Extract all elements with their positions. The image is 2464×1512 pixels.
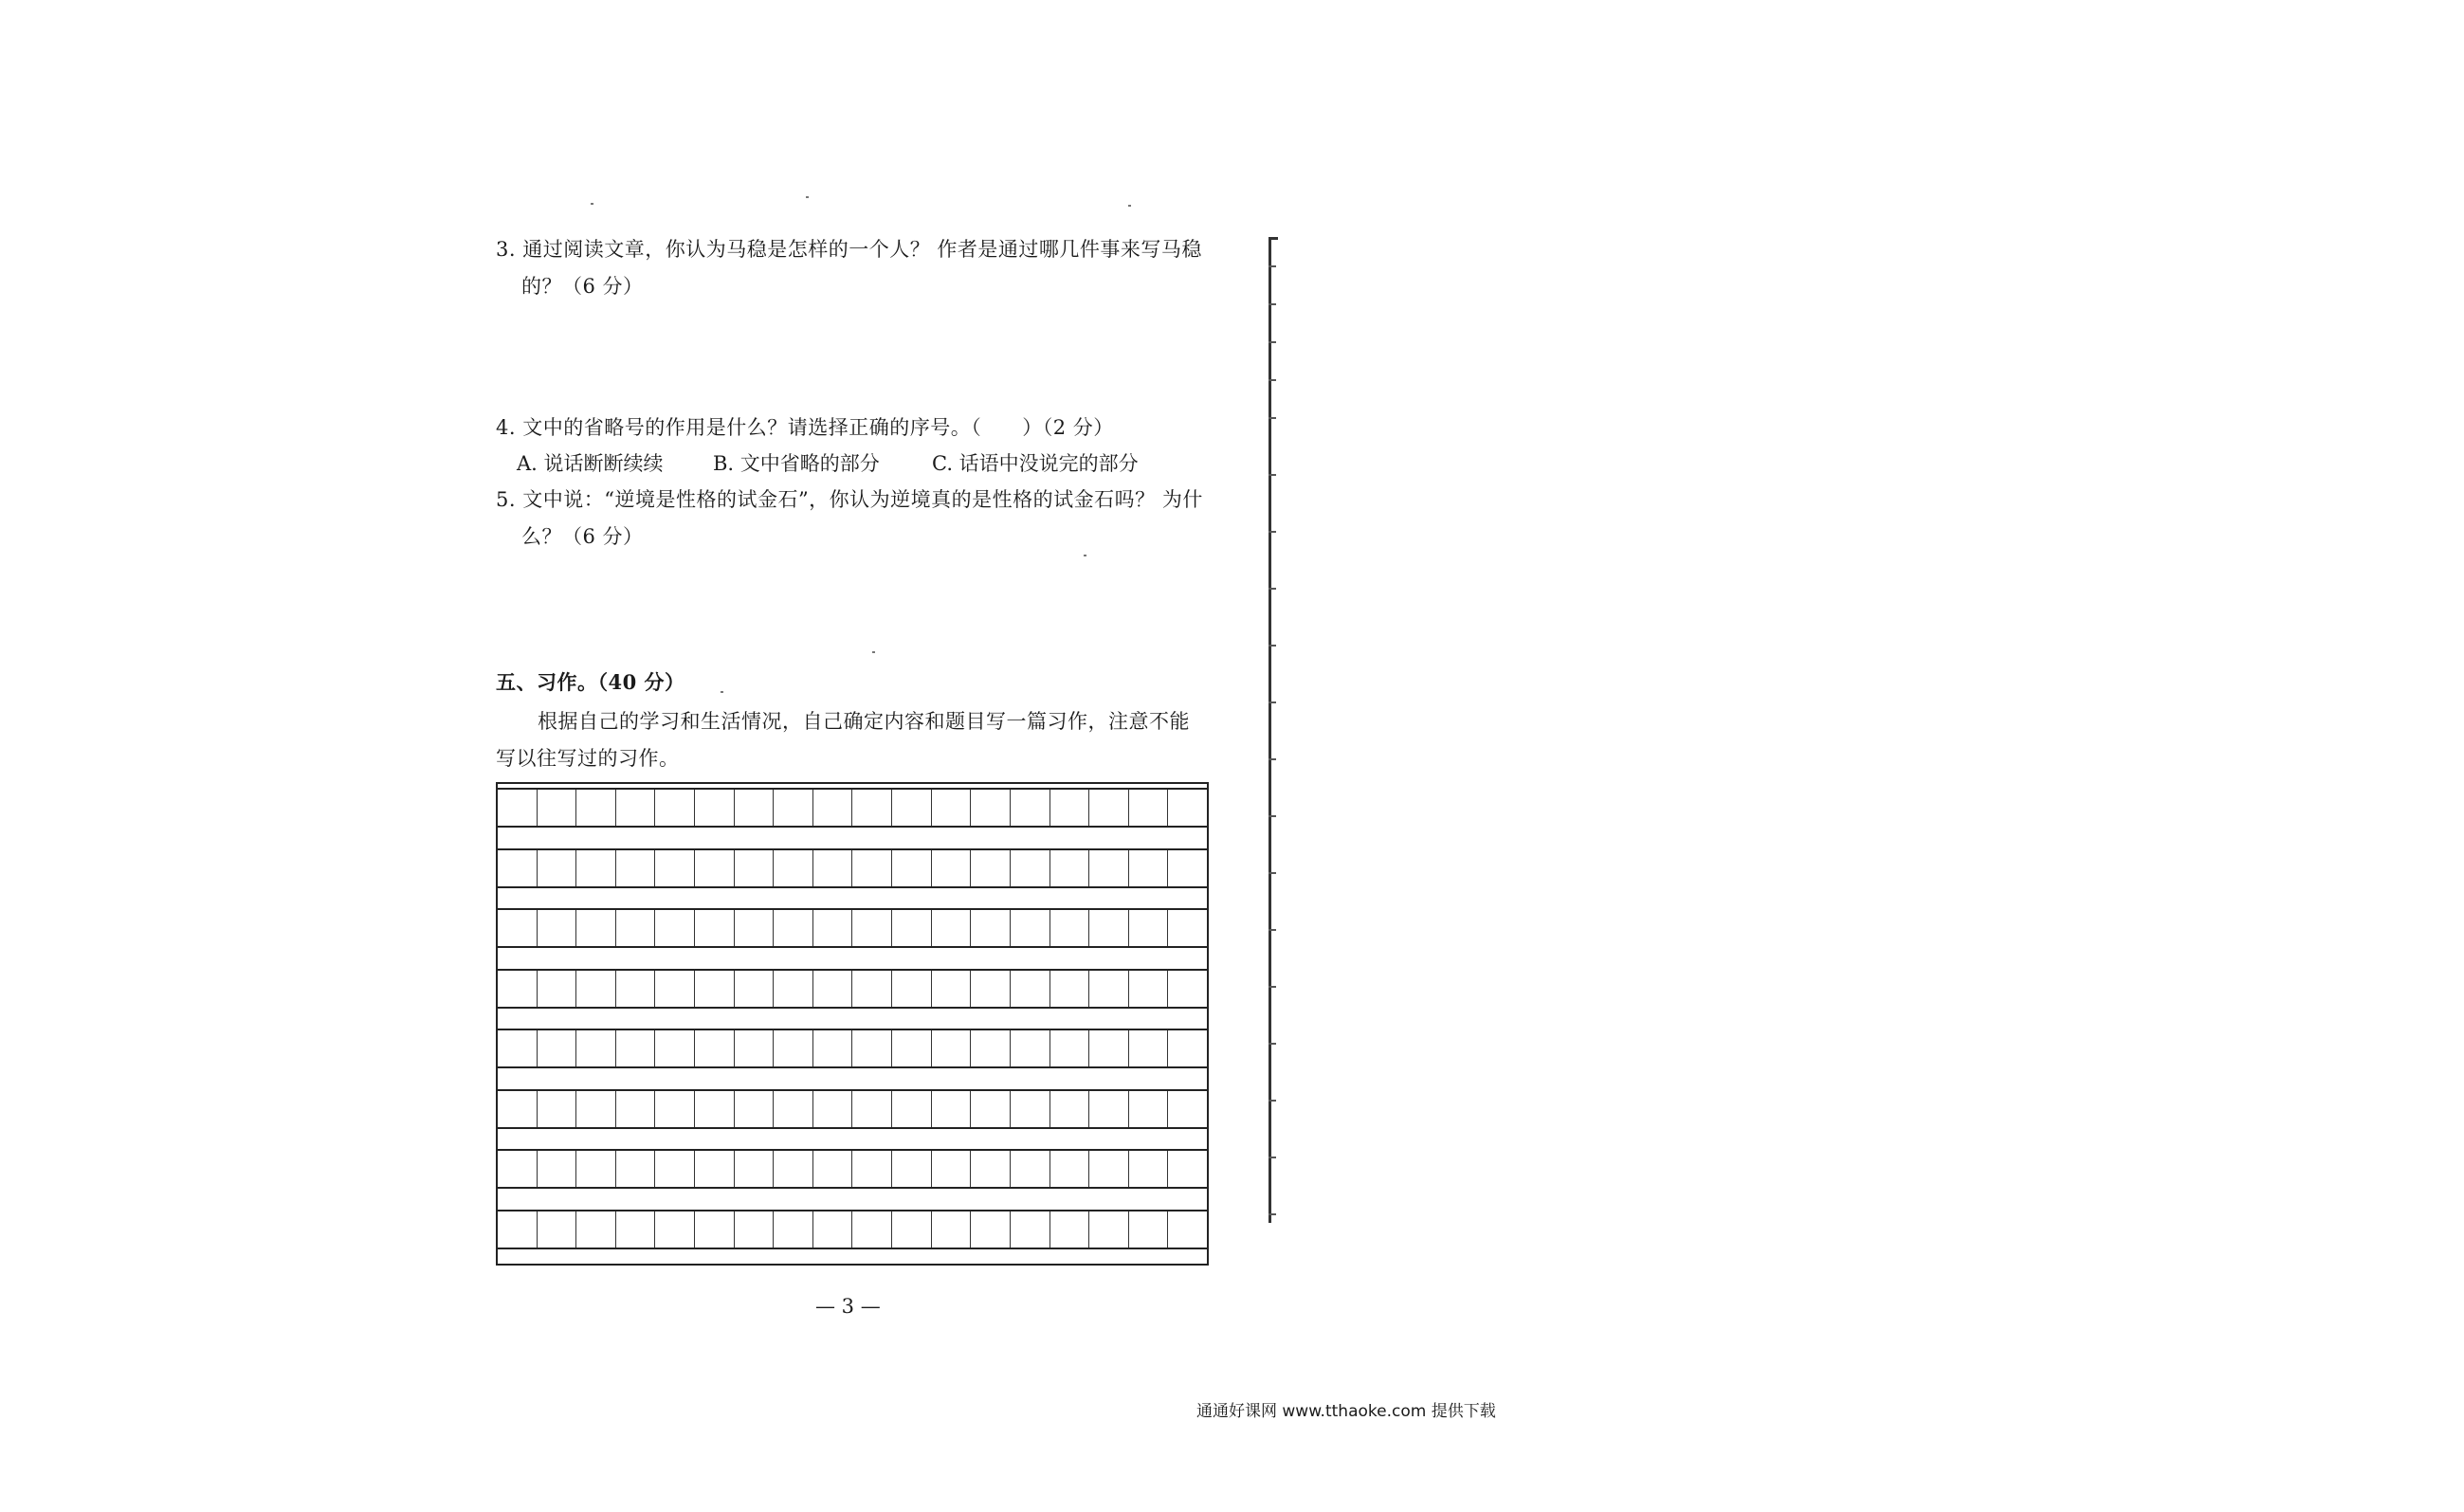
scan-speck bbox=[1128, 205, 1131, 207]
grid-cell[interactable] bbox=[616, 1091, 656, 1127]
grid-cell[interactable] bbox=[852, 1091, 892, 1127]
grid-cell[interactable] bbox=[932, 790, 972, 826]
grid-row bbox=[498, 1029, 1207, 1068]
binding-tick bbox=[1269, 588, 1276, 590]
grid-cell[interactable] bbox=[498, 971, 538, 1007]
grid-cell[interactable] bbox=[774, 910, 813, 946]
grid-cell[interactable] bbox=[655, 850, 695, 886]
grid-cell[interactable] bbox=[538, 850, 577, 886]
grid-cell[interactable] bbox=[498, 850, 538, 886]
grid-cell[interactable] bbox=[932, 1151, 972, 1187]
grid-cell[interactable] bbox=[813, 1151, 853, 1187]
grid-cell[interactable] bbox=[1011, 910, 1050, 946]
grid-cell[interactable] bbox=[1050, 1151, 1090, 1187]
grid-cell[interactable] bbox=[971, 1151, 1011, 1187]
grid-cell[interactable] bbox=[735, 971, 775, 1007]
section-5-heading: 五、习作。（40 分） bbox=[496, 670, 685, 694]
grid-row bbox=[498, 908, 1207, 948]
grid-cell[interactable] bbox=[774, 1211, 813, 1248]
grid-cell[interactable] bbox=[1168, 1151, 1207, 1187]
grid-cell[interactable] bbox=[971, 1030, 1011, 1066]
grid-cell[interactable] bbox=[813, 790, 853, 826]
grid-row bbox=[498, 1149, 1207, 1189]
page-number: — 3 — bbox=[815, 1295, 881, 1318]
grid-cell[interactable] bbox=[1089, 850, 1129, 886]
grid-cell[interactable] bbox=[616, 971, 656, 1007]
scan-speck bbox=[806, 196, 809, 198]
grid-cell[interactable] bbox=[735, 1151, 775, 1187]
grid-cell[interactable] bbox=[655, 1030, 695, 1066]
grid-cell[interactable] bbox=[1011, 1211, 1050, 1248]
binding-tick bbox=[1269, 265, 1276, 267]
grid-cell[interactable] bbox=[813, 971, 853, 1007]
grid-cell[interactable] bbox=[695, 1091, 735, 1127]
grid-cell[interactable] bbox=[971, 971, 1011, 1007]
grid-cell[interactable] bbox=[655, 790, 695, 826]
grid-cell[interactable] bbox=[932, 1091, 972, 1127]
binding-tick bbox=[1269, 341, 1276, 343]
grid-cell[interactable] bbox=[1089, 1091, 1129, 1127]
grid-cell[interactable] bbox=[892, 971, 932, 1007]
grid-cell[interactable] bbox=[932, 850, 972, 886]
grid-cell[interactable] bbox=[1089, 910, 1129, 946]
grid-cell[interactable] bbox=[1089, 1151, 1129, 1187]
grid-row bbox=[498, 848, 1207, 888]
grid-cell[interactable] bbox=[932, 910, 972, 946]
grid-cell[interactable] bbox=[735, 1030, 775, 1066]
grid-cell[interactable] bbox=[735, 790, 775, 826]
grid-cell[interactable] bbox=[774, 1091, 813, 1127]
grid-cell[interactable] bbox=[498, 1211, 538, 1248]
grid-cell[interactable] bbox=[1168, 1211, 1207, 1248]
scan-speck bbox=[721, 691, 723, 693]
grid-cell[interactable] bbox=[538, 1211, 577, 1248]
grid-cell[interactable] bbox=[498, 1151, 538, 1187]
grid-cell[interactable] bbox=[576, 971, 616, 1007]
section-5-instruction-line-1: 根据自己的学习和生活情况，自己确定内容和题目写一篇习作，注意不能 bbox=[538, 710, 1190, 733]
binding-tick bbox=[1269, 758, 1276, 760]
grid-cell[interactable] bbox=[655, 1091, 695, 1127]
grid-cell[interactable] bbox=[774, 1030, 813, 1066]
grid-cell[interactable] bbox=[813, 1091, 853, 1127]
grid-cell[interactable] bbox=[852, 790, 892, 826]
grid-cell[interactable] bbox=[576, 1030, 616, 1066]
grid-cell[interactable] bbox=[1129, 850, 1169, 886]
grid-cell[interactable] bbox=[538, 1030, 577, 1066]
grid-cell[interactable] bbox=[695, 1151, 735, 1187]
question-4-option-a: A. 说话断断续续 bbox=[517, 452, 664, 475]
grid-cell[interactable] bbox=[735, 1211, 775, 1248]
grid-cell[interactable] bbox=[852, 910, 892, 946]
grid-cell[interactable] bbox=[892, 850, 932, 886]
scan-speck bbox=[1084, 555, 1086, 556]
writing-grid[interactable] bbox=[496, 782, 1209, 1266]
grid-cell[interactable] bbox=[538, 1091, 577, 1127]
binding-tick bbox=[1269, 417, 1276, 419]
grid-cell[interactable] bbox=[892, 1091, 932, 1127]
grid-cell[interactable] bbox=[498, 1030, 538, 1066]
grid-cell[interactable] bbox=[655, 971, 695, 1007]
binding-tick bbox=[1269, 929, 1276, 931]
grid-cell[interactable] bbox=[932, 1030, 972, 1066]
grid-cell[interactable] bbox=[813, 910, 853, 946]
grid-row bbox=[498, 1089, 1207, 1129]
section-5-instruction-line-2: 写以往写过的习作。 bbox=[496, 747, 680, 770]
question-5-line-1: 5. 文中说：“逆境是性格的试金石”，你认为逆境真的是性格的试金石吗？ 为什 bbox=[496, 488, 1203, 511]
grid-cell[interactable] bbox=[1050, 971, 1090, 1007]
grid-cell[interactable] bbox=[892, 1030, 932, 1066]
grid-cell[interactable] bbox=[971, 790, 1011, 826]
grid-cell[interactable] bbox=[655, 1151, 695, 1187]
grid-cell[interactable] bbox=[1050, 790, 1090, 826]
binding-tick bbox=[1269, 1157, 1276, 1158]
grid-cell[interactable] bbox=[774, 971, 813, 1007]
grid-cell[interactable] bbox=[1011, 790, 1050, 826]
grid-cell[interactable] bbox=[655, 910, 695, 946]
grid-cell[interactable] bbox=[538, 971, 577, 1007]
binding-tick bbox=[1269, 815, 1276, 817]
grid-cell[interactable] bbox=[735, 1091, 775, 1127]
grid-cell[interactable] bbox=[1089, 1030, 1129, 1066]
grid-cell[interactable] bbox=[538, 790, 577, 826]
grid-cell[interactable] bbox=[576, 910, 616, 946]
grid-cell[interactable] bbox=[852, 1030, 892, 1066]
binding-tick bbox=[1269, 986, 1276, 988]
grid-cell[interactable] bbox=[695, 1211, 735, 1248]
grid-cell[interactable] bbox=[616, 1030, 656, 1066]
grid-cell[interactable] bbox=[1168, 971, 1207, 1007]
question-4-line-1: 4. 文中的省略号的作用是什么？请选择正确的序号。（ ）（2 分） bbox=[496, 416, 1114, 439]
grid-cell[interactable] bbox=[1089, 1211, 1129, 1248]
binding-tick bbox=[1269, 1043, 1276, 1045]
grid-cell[interactable] bbox=[971, 1091, 1011, 1127]
grid-cell[interactable] bbox=[852, 971, 892, 1007]
grid-cell[interactable] bbox=[1168, 790, 1207, 826]
grid-cell[interactable] bbox=[971, 1211, 1011, 1248]
grid-cell[interactable] bbox=[1129, 910, 1169, 946]
grid-cell[interactable] bbox=[774, 850, 813, 886]
grid-cell[interactable] bbox=[616, 910, 656, 946]
grid-row bbox=[498, 788, 1207, 828]
binding-tick bbox=[1269, 379, 1276, 381]
grid-row bbox=[498, 1210, 1207, 1249]
grid-cell[interactable] bbox=[576, 1091, 616, 1127]
grid-cell[interactable] bbox=[813, 850, 853, 886]
grid-cell[interactable] bbox=[655, 1211, 695, 1248]
grid-cell[interactable] bbox=[498, 910, 538, 946]
grid-cell[interactable] bbox=[616, 790, 656, 826]
grid-cell[interactable] bbox=[1050, 1030, 1090, 1066]
grid-cell[interactable] bbox=[932, 1211, 972, 1248]
grid-cell[interactable] bbox=[1011, 971, 1050, 1007]
binding-tick bbox=[1269, 474, 1276, 476]
grid-cell[interactable] bbox=[1129, 790, 1169, 826]
grid-cell[interactable] bbox=[576, 1151, 616, 1187]
grid-cell[interactable] bbox=[1168, 910, 1207, 946]
binding-tick bbox=[1269, 1213, 1276, 1215]
grid-cell[interactable] bbox=[576, 790, 616, 826]
footer-credit: 通通好课网 www.tthaoke.com 提供下载 bbox=[1196, 1402, 1496, 1421]
grid-cell[interactable] bbox=[616, 1211, 656, 1248]
grid-cell[interactable] bbox=[932, 971, 972, 1007]
grid-cell[interactable] bbox=[892, 1151, 932, 1187]
grid-cell[interactable] bbox=[538, 1151, 577, 1187]
grid-cell[interactable] bbox=[1168, 850, 1207, 886]
scan-speck bbox=[872, 651, 875, 653]
grid-cell[interactable] bbox=[971, 850, 1011, 886]
grid-cell[interactable] bbox=[774, 790, 813, 826]
binding-tick bbox=[1269, 531, 1276, 533]
grid-cell[interactable] bbox=[1011, 1030, 1050, 1066]
grid-cell[interactable] bbox=[813, 1211, 853, 1248]
grid-cell[interactable] bbox=[695, 910, 735, 946]
scan-speck bbox=[591, 203, 593, 205]
grid-cell[interactable] bbox=[774, 1151, 813, 1187]
grid-cell[interactable] bbox=[1129, 971, 1169, 1007]
grid-cell[interactable] bbox=[616, 1151, 656, 1187]
binding-tick bbox=[1269, 701, 1276, 703]
grid-cell[interactable] bbox=[892, 910, 932, 946]
grid-cell[interactable] bbox=[1050, 1091, 1090, 1127]
grid-cell[interactable] bbox=[971, 910, 1011, 946]
grid-cell[interactable] bbox=[852, 1211, 892, 1248]
binding-line bbox=[1269, 237, 1271, 1223]
grid-cell[interactable] bbox=[576, 1211, 616, 1248]
question-4-option-b: B. 文中省略的部分 bbox=[713, 452, 880, 475]
grid-cell[interactable] bbox=[1168, 1091, 1207, 1127]
grid-cell[interactable] bbox=[892, 1211, 932, 1248]
question-4-option-c: C. 话语中没说完的部分 bbox=[932, 452, 1139, 475]
question-5-line-2: 么？（6 分） bbox=[521, 525, 644, 548]
grid-cell[interactable] bbox=[576, 850, 616, 886]
grid-cell[interactable] bbox=[1011, 1091, 1050, 1127]
grid-cell[interactable] bbox=[1168, 1030, 1207, 1066]
grid-cell[interactable] bbox=[1050, 910, 1090, 946]
question-3-line-1: 3. 通过阅读文章，你认为马稳是怎样的一个人？ 作者是通过哪几件事来写马稳 bbox=[496, 238, 1202, 261]
grid-cell[interactable] bbox=[1129, 1151, 1169, 1187]
binding-tick bbox=[1269, 1100, 1276, 1102]
grid-cell[interactable] bbox=[498, 790, 538, 826]
binding-hook bbox=[1269, 237, 1278, 240]
binding-tick bbox=[1269, 872, 1276, 874]
grid-cell[interactable] bbox=[616, 850, 656, 886]
grid-cell[interactable] bbox=[1129, 1091, 1169, 1127]
grid-cell[interactable] bbox=[538, 910, 577, 946]
grid-cell[interactable] bbox=[695, 971, 735, 1007]
grid-cell[interactable] bbox=[1050, 850, 1090, 886]
grid-cell[interactable] bbox=[695, 790, 735, 826]
grid-cell[interactable] bbox=[1011, 850, 1050, 886]
grid-cell[interactable] bbox=[1050, 1211, 1090, 1248]
grid-cell[interactable] bbox=[813, 1030, 853, 1066]
grid-cell[interactable] bbox=[892, 790, 932, 826]
grid-cell[interactable] bbox=[695, 1030, 735, 1066]
binding-tick bbox=[1269, 645, 1276, 647]
grid-cell[interactable] bbox=[1089, 971, 1129, 1007]
binding-tick bbox=[1269, 303, 1276, 305]
grid-cell[interactable] bbox=[735, 910, 775, 946]
grid-cell[interactable] bbox=[735, 850, 775, 886]
grid-row bbox=[498, 969, 1207, 1009]
grid-cell[interactable] bbox=[1089, 790, 1129, 826]
grid-cell[interactable] bbox=[852, 1151, 892, 1187]
grid-cell[interactable] bbox=[695, 850, 735, 886]
grid-cell[interactable] bbox=[1011, 1151, 1050, 1187]
grid-cell[interactable] bbox=[498, 1091, 538, 1127]
grid-cell[interactable] bbox=[1129, 1211, 1169, 1248]
question-3-line-2: 的？（6 分） bbox=[521, 275, 644, 298]
grid-cell[interactable] bbox=[852, 850, 892, 886]
grid-cell[interactable] bbox=[1129, 1030, 1169, 1066]
